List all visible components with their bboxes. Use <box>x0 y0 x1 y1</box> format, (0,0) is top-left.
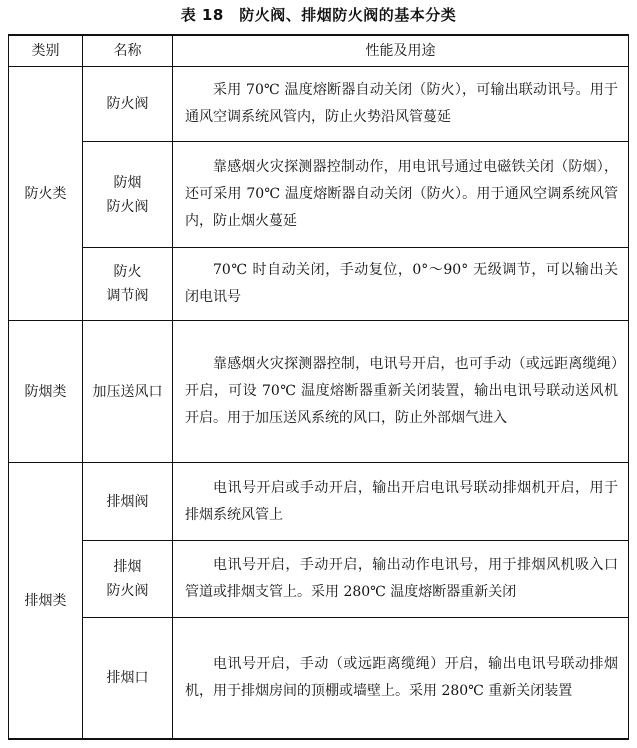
name-cell <box>83 67 173 142</box>
description-cell: 靠感烟火灾探测器控制动作，用电讯号通过电磁铁关闭（防烟），还可采用 70℃ 温度熔断器自动关闭（防火）。用于通风空调系统风管内，防止烟火蔓延 <box>173 142 629 248</box>
name-cell <box>83 142 173 248</box>
name-line: 防火阀 <box>106 583 149 599</box>
valve-classification-table <box>8 34 629 740</box>
table-row <box>9 67 629 142</box>
header-description: 性能及用途 <box>173 35 629 67</box>
table-row <box>9 541 629 618</box>
table-row <box>9 463 629 541</box>
name-line: 防火 <box>113 264 142 280</box>
name-line: 防烟 <box>113 174 142 191</box>
table-row <box>9 618 629 740</box>
name-cell <box>83 248 173 321</box>
name-line: 防火阀 <box>106 96 149 112</box>
table-row <box>9 248 629 321</box>
name-line: 加压送风口 <box>92 383 163 400</box>
description-cell: 靠感烟火灾探测器控制，电讯号开启，也可手动（或远距离缆绳）开启，可设 70℃ 温度熔断器重新关闭装置，输出电讯号联动送风机开启。用于加压送风系统的风口，防止外部烟气进入 <box>173 321 629 463</box>
name-line: 调节阀 <box>106 288 149 304</box>
category-cell: 防烟类 <box>9 321 83 463</box>
name-cell <box>83 321 173 463</box>
name-cell <box>83 541 173 618</box>
description-cell: 电讯号开启，手动（或远距离缆绳）开启，输出电讯号联动排烟机，用于排烟房间的顶棚或墙壁上。采用 280℃ 重新关闭装置 <box>173 618 629 740</box>
table-caption: 表 18 防火阀、排烟防火阀的基本分类 <box>180 6 457 24</box>
name-line: 排烟 <box>113 559 142 575</box>
table-row <box>9 321 629 463</box>
description-cell: 电讯号开启或手动开启，输出开启电讯号联动排烟机开启，用于排烟系统风管上 <box>173 463 629 541</box>
description-cell: 采用 70℃ 温度熔断器自动关闭（防火），可输出联动讯号。用于通风空调系统风管内，防止火势沿风管蔓延 <box>173 67 629 142</box>
header-category: 类别 <box>9 35 83 67</box>
category-cell: 排烟类 <box>9 463 83 740</box>
header-name: 名称 <box>83 35 173 67</box>
name-line: 排烟口 <box>106 670 149 686</box>
name-line: 防火阀 <box>106 198 149 215</box>
table-row <box>9 142 629 248</box>
description-cell: 70℃ 时自动关闭，手动复位，0°～90° 无级调节，可以输出关闭电讯号 <box>173 248 629 321</box>
category-cell: 防火类 <box>9 67 83 321</box>
description-cell: 电讯号开启，手动开启，输出动作电讯号，用于排烟风机吸入口管道或排烟支管上。采用 280℃ 温度熔断器重新关闭 <box>173 541 629 618</box>
header-row <box>9 35 629 67</box>
name-line: 排烟阀 <box>106 493 149 510</box>
name-cell <box>83 618 173 740</box>
name-cell <box>83 463 173 541</box>
